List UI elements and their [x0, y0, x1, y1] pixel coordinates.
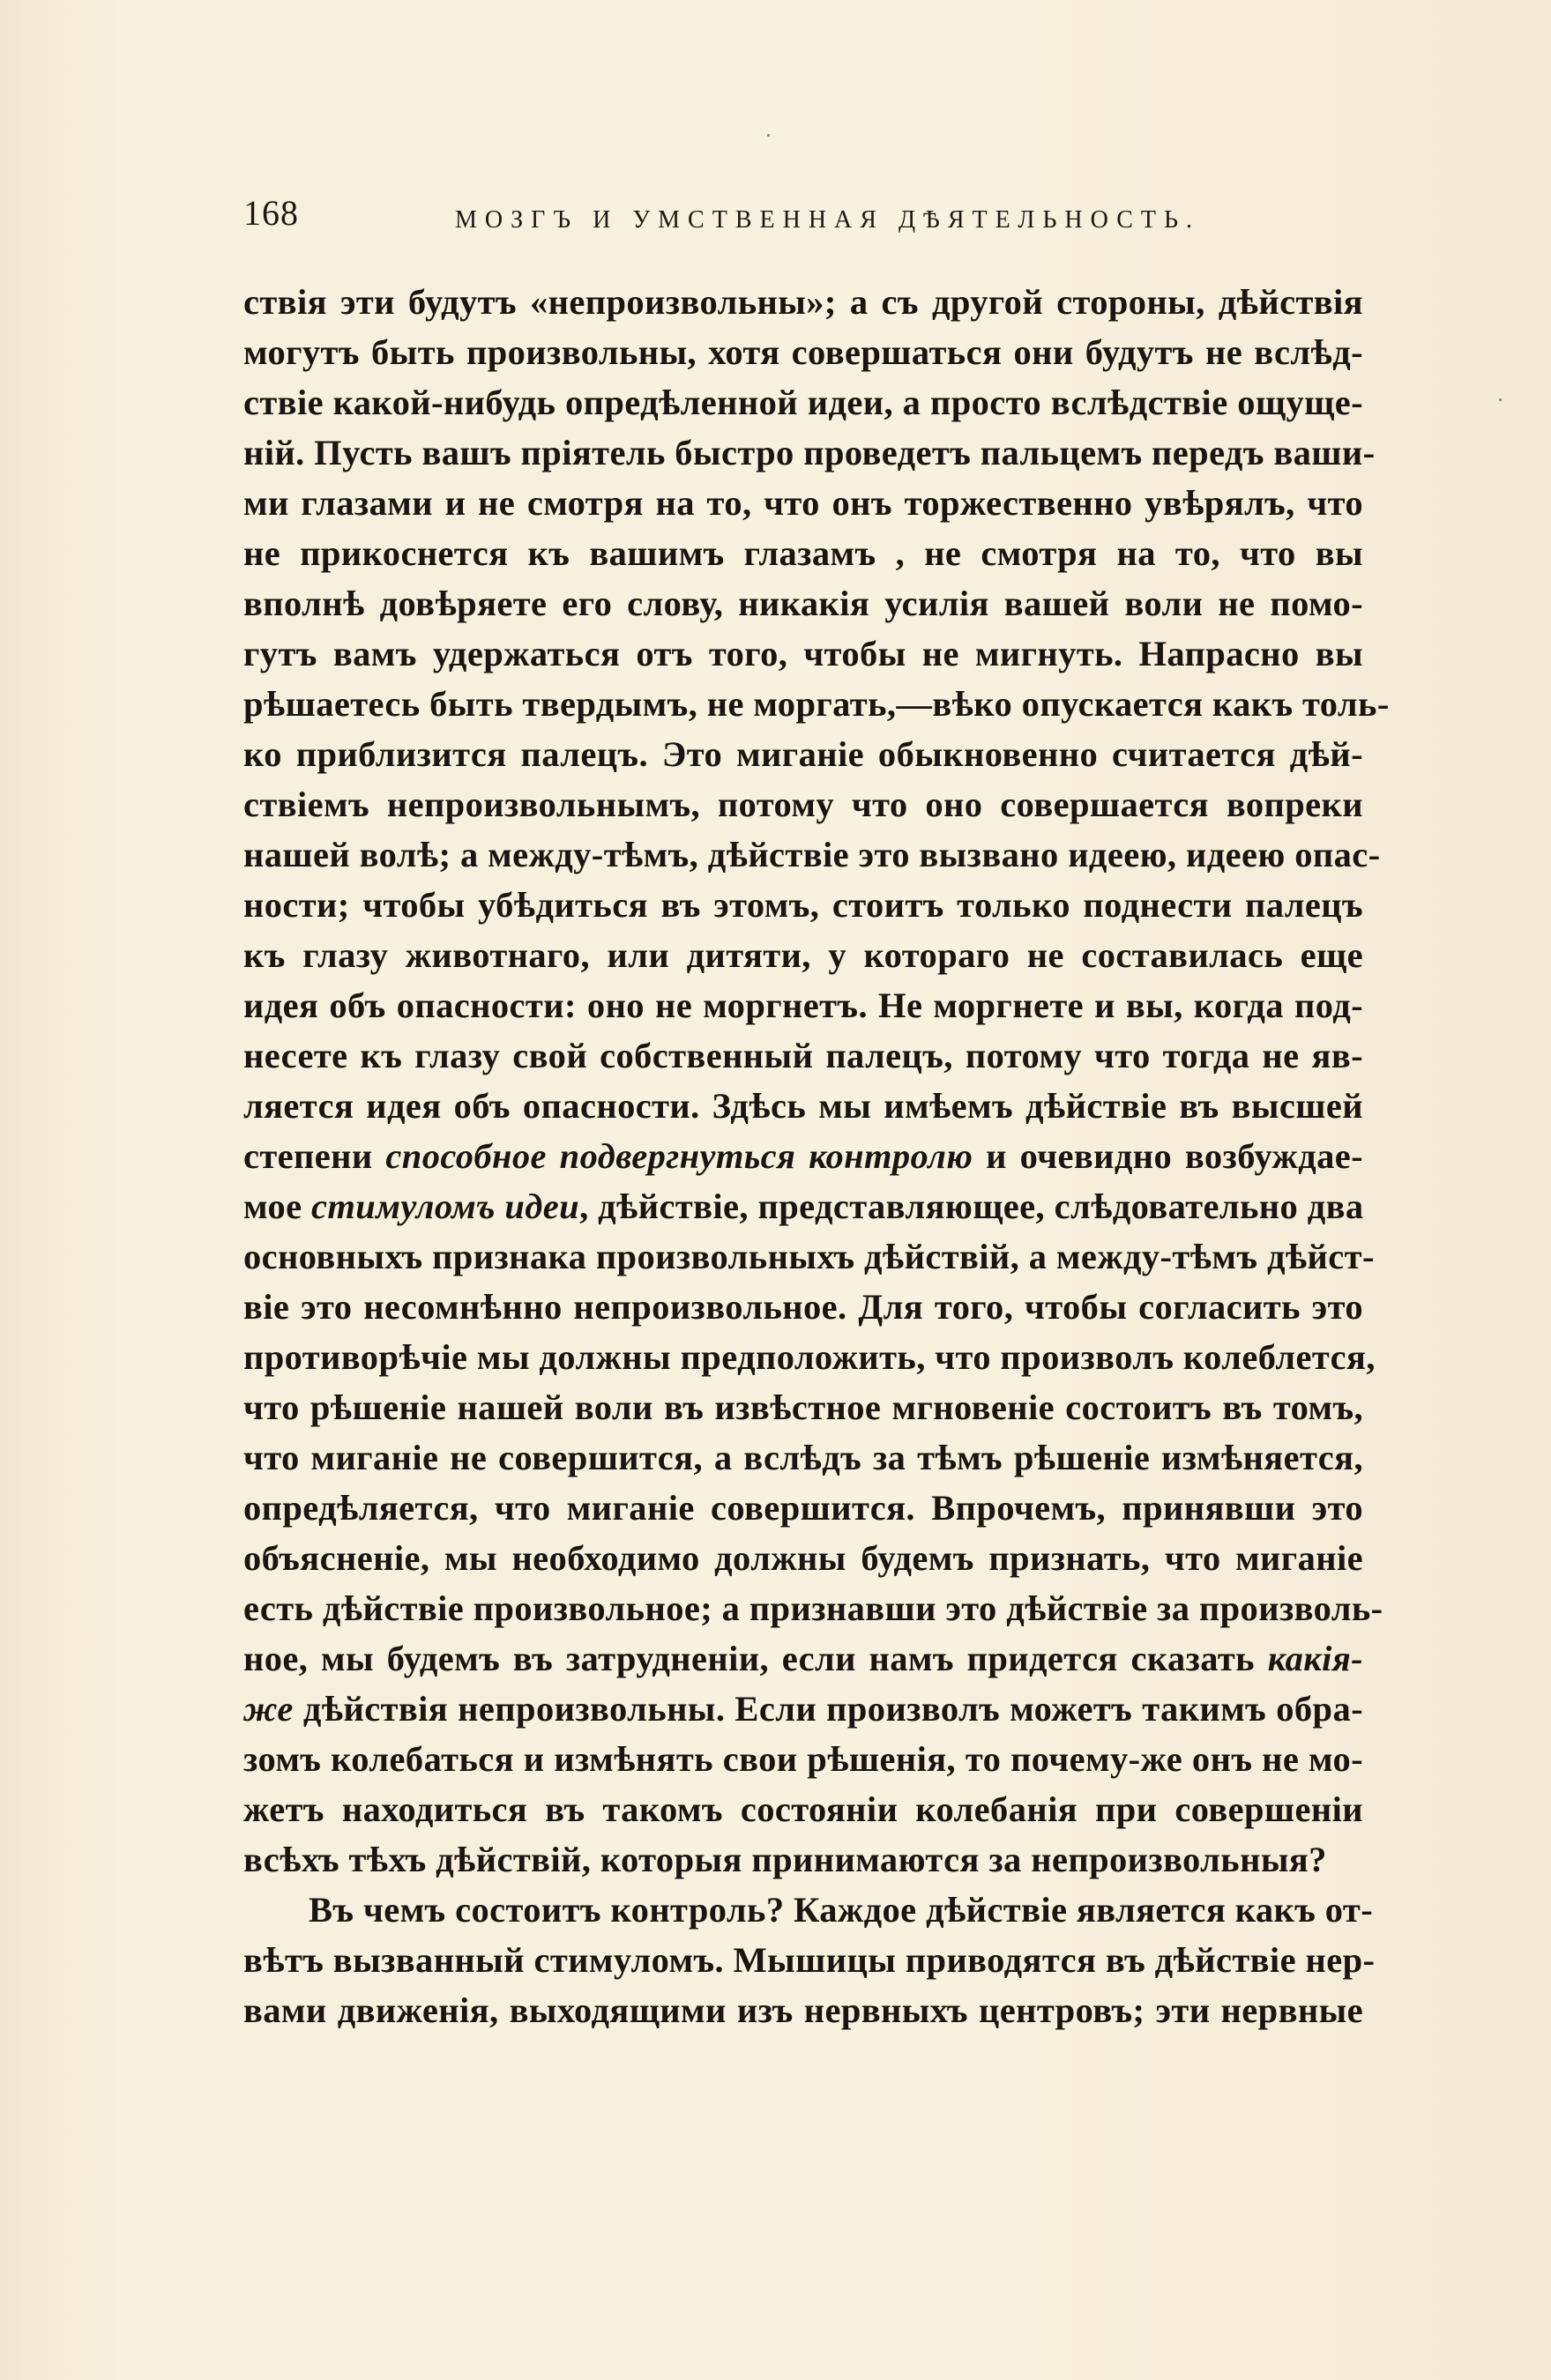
page-number: 168	[243, 193, 299, 233]
text-run: ное, мы будемъ въ затрудненіи, если намъ придется сказать	[243, 1639, 1268, 1678]
text-run: вами движенія, выходящими изъ нервныхъ центровъ; эти нервные	[243, 1990, 1363, 2030]
running-title: МОЗГЪ И УМСТВЕННАЯ ДѢЯТЕЛЬНОСТЬ.	[455, 206, 1201, 234]
text-line	[243, 578, 1363, 628]
text-line	[243, 528, 1363, 578]
text-line	[243, 1684, 1363, 1734]
text-line	[243, 880, 1363, 930]
text-line	[243, 478, 1363, 528]
text-run: ній. Пусть вашъ пріятель быстро проведетъ пальцемъ передъ ваши-	[243, 433, 1376, 472]
text-line	[243, 1282, 1363, 1332]
text-line	[243, 1231, 1375, 1282]
text-line	[243, 1633, 1363, 1684]
text-run: ляется идея объ опасности. Здѣсь мы имѣемъ дѣйствіе въ высшей	[243, 1086, 1363, 1126]
text-run: опредѣляется, что миганіе совершится. Впрочемъ, принявши это	[243, 1488, 1363, 1528]
text-run: , дѣйствіе, представляющее, слѣдовательно два	[579, 1186, 1364, 1226]
text-line	[243, 1985, 1363, 2035]
text-run: объясненіе, мы необходимо должны будемъ признать, что миганіе	[243, 1538, 1363, 1578]
text-line	[243, 1332, 1376, 1382]
text-run: нашей волѣ; а между-тѣмъ, дѣйствіе это вызвано идеею, идеею опас-	[243, 835, 1381, 874]
text-run: жетъ находиться въ такомъ состояніи колебанія при совершеніи	[243, 1789, 1363, 1829]
text-run: степени	[243, 1136, 386, 1176]
text-line	[243, 1081, 1363, 1131]
body-text	[243, 277, 1390, 2035]
paper-speck	[1499, 398, 1502, 401]
text-run: віе это несомнѣнно непроизвольное. Для того, чтобы согласить это	[243, 1287, 1363, 1327]
text-line	[243, 1483, 1363, 1533]
text-line	[243, 1734, 1363, 1784]
text-line	[243, 628, 1363, 679]
text-run: къ глазу животнаго, или дитяти, у котораго не составилась еще	[243, 935, 1363, 975]
text-line	[243, 1784, 1363, 1834]
text-run: не прикоснется къ вашимъ глазамъ , не смотря на то, что вы	[243, 533, 1363, 573]
text-line	[243, 1030, 1363, 1081]
text-run: мое	[243, 1186, 312, 1226]
text-run: гутъ вамъ удержаться отъ того, чтобы не мигнуть. Напрасно вы	[243, 634, 1363, 673]
text-line	[243, 679, 1390, 729]
text-line	[243, 428, 1376, 478]
text-run: что миганіе не совершится, а вслѣдъ за тѣмъ рѣшеніе измѣняется,	[243, 1438, 1363, 1477]
paper-speck	[767, 134, 770, 137]
text-run: Въ чемъ состоитъ контроль? Каждое дѣйствіе является какъ от-	[309, 1890, 1374, 1930]
text-line	[243, 277, 1363, 327]
text-line	[243, 779, 1363, 829]
text-run: ности; чтобы убѣдиться въ этомъ, стоитъ только поднести палецъ	[243, 885, 1363, 925]
text-run: несете къ глазу свой собственный палецъ, потому что тогда не яв-	[243, 1036, 1363, 1075]
text-line	[243, 1432, 1363, 1483]
text-line	[243, 1382, 1363, 1432]
text-run: что рѣшеніе нашей воли въ извѣстное мгновеніе состоитъ въ томъ,	[243, 1387, 1363, 1427]
text-line	[243, 1533, 1363, 1583]
text-line	[243, 327, 1363, 377]
text-line	[243, 377, 1363, 428]
text-run: могутъ быть произвольны, хотя совершаться они будутъ не вслѣд-	[243, 332, 1363, 372]
text-line	[243, 729, 1363, 779]
text-run: противорѣчіе мы должны предположить, что произволъ колеблется,	[243, 1337, 1376, 1377]
text-line	[243, 1583, 1383, 1633]
text-run: идея объ опасности: оно не моргнетъ. Не моргнете и вы, когда под-	[243, 985, 1363, 1025]
text-run: ствія эти будутъ «непроизвольны»; а съ другой стороны, дѣйствія	[243, 282, 1363, 322]
text-line	[243, 829, 1381, 880]
italic-phrase: способное подвергнуться контролю	[385, 1136, 973, 1176]
italic-phrase: какія-	[1267, 1639, 1363, 1678]
text-line	[243, 1834, 1363, 1885]
text-run: ми глазами и не смотря на то, что онъ торжественно увѣрялъ, что	[243, 483, 1363, 523]
text-run: вѣтъ вызванный стимуломъ. Мышицы приводятся въ дѣйствіе нер-	[243, 1940, 1376, 1980]
page-header	[243, 192, 1363, 245]
text-line	[243, 1181, 1363, 1231]
italic-phrase: стимуломъ идеи	[311, 1186, 580, 1226]
text-run: вполнѣ довѣряете его слову, никакія усилія вашей воли не помо-	[243, 584, 1363, 623]
text-line	[243, 1935, 1376, 1985]
text-run: основныхъ признака произвольныхъ дѣйствій, а между-тѣмъ дѣйст-	[243, 1237, 1375, 1276]
text-run: дѣйствія непроизвольны. Если произволъ можетъ такимъ обра-	[293, 1689, 1363, 1729]
text-run: ствіемъ непроизвольнымъ, потому что оно совершается вопреки	[243, 785, 1363, 824]
text-run: рѣшаетесь быть твердымъ, не моргать,—вѣко опускается какъ толь-	[243, 684, 1390, 724]
text-run: ко приблизится палецъ. Это миганіе обыкновенно считается дѣй-	[243, 734, 1363, 774]
text-line	[243, 1131, 1363, 1181]
text-run: всѣхъ тѣхъ дѣйствій, которыя принимаются за непроизвольныя?	[243, 1840, 1327, 1879]
italic-phrase: же	[243, 1689, 294, 1729]
text-line	[243, 930, 1363, 980]
text-run: ствіе какой-нибудь опредѣленной идеи, а просто вслѣдствіе ощуще-	[243, 383, 1363, 422]
text-run: зомъ колебаться и измѣнять свои рѣшенія, то почему-же онъ не мо-	[243, 1739, 1363, 1779]
text-line	[243, 980, 1363, 1030]
text-run: есть дѣйствіе произвольное; а признавши это дѣйствіе за произволь-	[243, 1588, 1383, 1628]
text-line	[243, 1885, 1374, 1935]
text-run: и очевидно возбуждае-	[973, 1136, 1363, 1176]
